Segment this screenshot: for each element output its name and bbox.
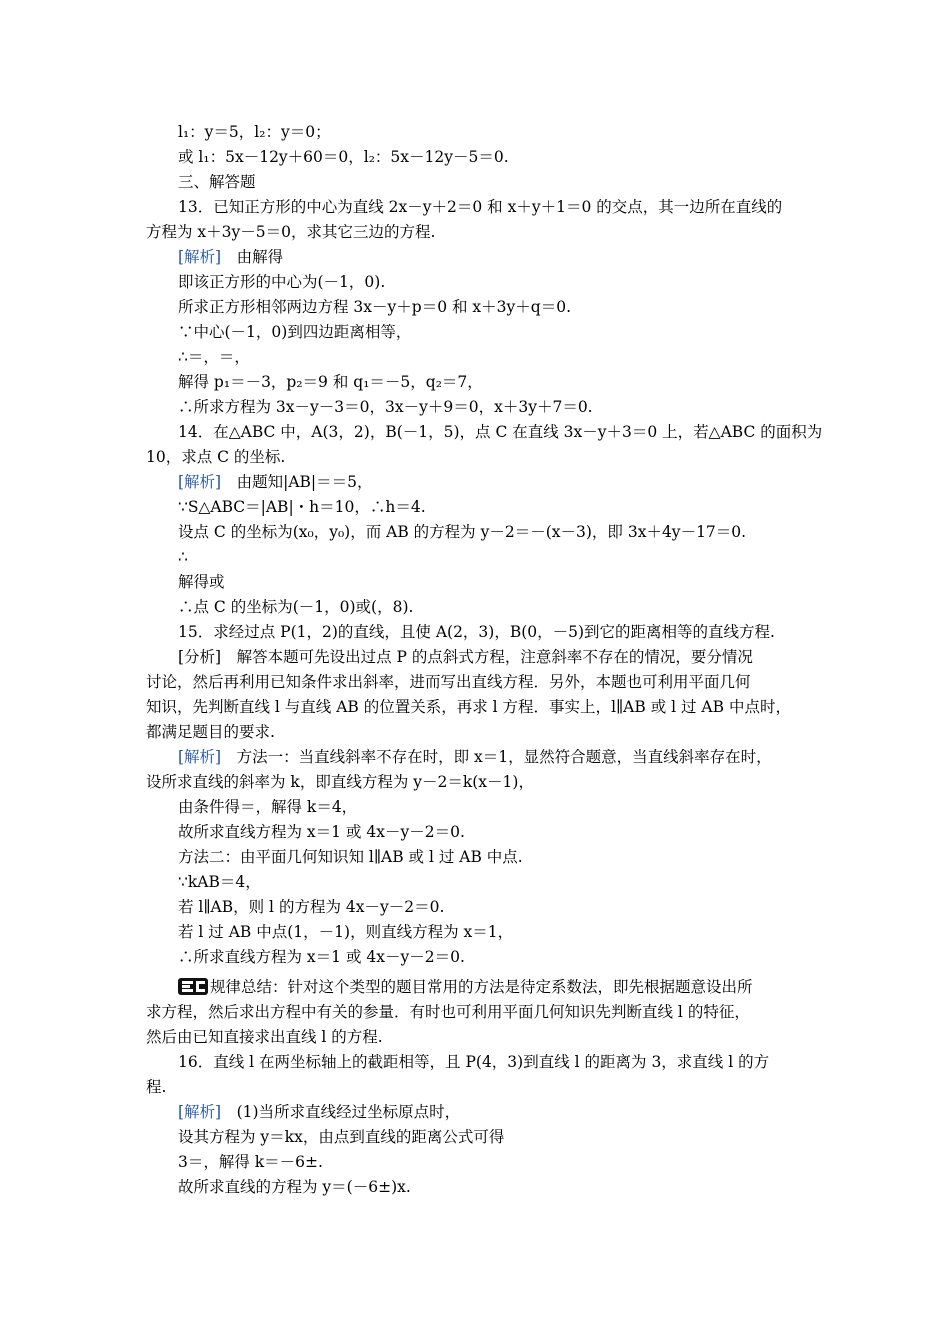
solution-line: 若 l∥AB，则 l 的方程为 4x－y－2＝0. [178,898,445,916]
problem-14-statement: 10，求点 C 的坐标. [146,448,286,466]
solution-line: ∵中心(－1，0)到四边距离相等， [178,323,412,341]
solution-line: 故所求直线的方程为 y＝(－6±)x. [178,1178,411,1196]
summary-line: 求方程，然后求出方程中有关的参量．有时也可利用平面几何知识先判断直线 l 的特征， [146,1003,750,1021]
answer-line: 或 l₁：5x－12y＋60＝0，l₂：5x－12y－5＝0. [178,148,509,166]
solution-line: 方法二：由平面几何知识知 l∥AB 或 l 过 AB 中点. [178,848,523,866]
solution-line: ∴ [178,548,188,566]
solution-line: 所求正方形相邻两边方程 3x－y＋p＝0 和 x＋3y＋q＝0. [178,298,571,316]
solution-line: 故所求直线方程为 x＝1 或 4x－y－2＝0. [178,823,465,841]
analysis-tag: [解析] [178,248,222,266]
problem-13-statement: 13．已知正方形的中心为直线 2x－y＋2＝0 和 x＋y＋1＝0 的交点，其一边所在直线的 [178,198,783,216]
analysis-paragraph: 知识，先判断直线 l 与直线 AB 的位置关系，再求 l 方程．事实上，l∥AB 或 l 过 AB 中点时， [146,698,791,716]
analysis-paragraph: 都满足题目的要求. [146,723,275,741]
problem-16-statement: 16．直线 l 在两坐标轴上的截距相等，且 P(4，3)到直线 l 的距离为 3，求直线 l 的方 [178,1053,770,1071]
solution-line: 解得 p₁＝－3，p₂＝9 和 q₁＝－5，q₂＝7， [178,373,483,391]
analysis-paragraph: 讨论，然后再利用已知条件求出斜率，进而写出直线方程．另外，本题也可利用平面几何 [146,673,751,691]
solution-line: ∴所求直线方程为 x＝1 或 4x－y－2＝0. [178,948,465,966]
solution-line: 若 l 过 AB 中点(1，－1)，则直线方程为 x＝1， [178,923,514,941]
solution-line: 设所求直线的斜率为 k，即直线方程为 y－2＝k(x－1)， [146,773,534,791]
problem-15-statement: 15．求经过点 P(1，2)的直线，且使 A(2，3)，B(0，－5)到它的距离相等的直线方程. [178,623,775,641]
analysis-tag: [解析] [178,748,222,766]
problem-14-statement: 14．在△ABC 中，A(3，2)，B(－1，5)，点 C 在直线 3x－y＋3＝0 上，若△ABC 的面积为 [178,423,823,441]
analysis-tag: [解析] [178,473,222,491]
problem-13-statement: 方程为 x＋3y－5＝0，求其它三边的方程. [146,223,436,241]
solution-line: ∴所求方程为 3x－y－3＝0，3x－y＋9＝0，x＋3y＋7＝0. [178,398,593,416]
solution-line: 解得或 [178,573,225,591]
solution-line: [解析] 由解得 [178,248,284,266]
answer-line: l₁：y＝5，l₂：y＝0； [178,123,331,141]
solution-line: 即该正方形的中心为(－1，0). [178,273,386,291]
solution-line: ∵kAB＝4， [178,873,261,891]
solution-line: ∴点 C 的坐标为(－1，0)或(，8). [178,598,414,616]
solution-line: 由条件得＝，解得 k＝4， [178,798,358,816]
summary-line: 规律总结：针对这个类型的题目常用的方法是待定系数法，即先根据题意设出所 [178,975,848,1000]
solution-line: [解析] 由题知|AB|＝＝5， [178,473,373,491]
solution-line: [解析] 方法一：当直线斜率不存在时，即 x＝1，显然符合题意，当直线斜率存在时， [178,748,772,766]
solution-line: ∴＝，＝， [178,348,250,366]
summary-line: 然后由已知直接求出直线 l 的方程. [146,1028,383,1046]
analysis-tag: [解析] [178,1103,222,1121]
solution-line: 设点 C 的坐标为(x₀，y₀)，而 AB 的方程为 y－2＝－(x－3)，即 3x＋4y－17＝0. [178,523,747,541]
solution-line: 设其方程为 y＝kx，由点到直线的距离公式可得 [178,1128,505,1146]
section-heading: 三、解答题 [178,173,256,191]
solution-line: ∵S△ABC＝|AB|・h＝10，∴h＝4. [178,498,426,516]
analysis-paragraph: [分析] 解答本题可先设出过点 P 的点斜式方程，注意斜率不存在的情况，要分情况 [178,648,753,666]
problem-16-statement: 程. [146,1078,167,1096]
solution-line: [解析] (1)当所求直线经过坐标原点时， [178,1103,461,1121]
solution-line: 3＝，解得 k＝－6±. [178,1153,323,1171]
